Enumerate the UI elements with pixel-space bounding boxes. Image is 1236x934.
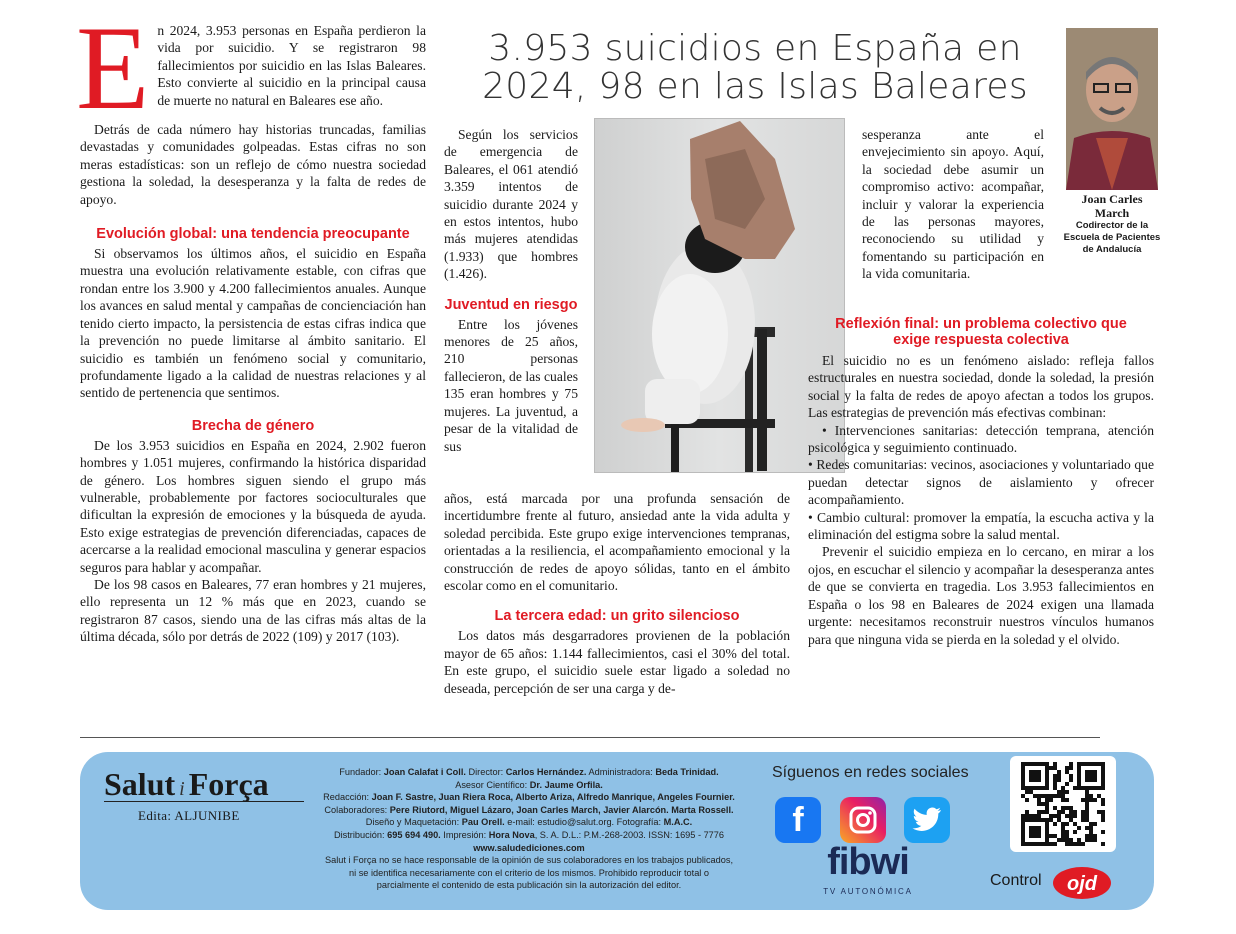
paragraph: Según los servicios de emergencia de Baleares, el 061 atendió 3.359 intentos de suicidio durante 2024 y en estos intentos, hubo más mujeres atendidas (1.933) que hombres (1.426). [444,127,578,282]
subheading: Brecha de género [191,417,315,434]
headline: 3.953 suicidios en España en 2024, 98 en las Islas Baleares [482,28,1028,107]
paragraph: n 2024, 3.953 personas en España perdieron la vida por suicidio. Y se registraron 98 fallecimientos por suicidio en las Islas Baleares. Esto convierte al suicidio en la principal causa de muerte no natural en Baleares ese año. [157,23,426,108]
author-name: Joan Carles [1081,192,1143,206]
column-3-upper [862,126,1044,283]
facebook-icon[interactable]: f [775,797,821,843]
credits: Fundador: Joan Calafat i Coll. Director: Carlos Hernández. Administradora: Beda Trinidad. Asesor Científico: Dr. Jaume Orfila. Redacción: Joan F. Sastre, Juan Riera Roca, Alberto Ariza, Alfredo Manrique, Angeles Fournier. Colaboradores: Pere Riutord, Miguel Lázaro, Joan Carles March, Javier Alarcón. Marta Rossell. Diseño y Maquetación: Pau Orell. e-mail: estudio@salut.org. Fotografía: M.A.C. Distribución: 695 694 490. Impresión: Hora Nova, S. A. D.L.: P.M.-268-2003. ISSN: 1695 - 7776 www.saludediciones.com Salut i Força no se hace responsable de la opinión de sus colaboradores en los trabajos publicados, ni se identifica necesariamente con el criterio de los mismos. Prohibido reproducir total o parcialmente el contenido de esta publicación sin la autorización del editor. [323,767,735,891]
paragraph: Prevenir el suicidio empieza en lo cercano, en mirar a los ojos, en escuchar el silencio y acompañar la desesperanza antes de que se convierta en tragedia. Los 3.953 fallecimientos en España o los 98 en Baleares de 2024 exigen una llamada urgente: necesitamos reconstruir nuestros vínculos humanos para que ninguna vida se pierda en la soledad y el olvido. [808,544,1154,647]
fibwi-wordmark: fibwi [827,841,909,883]
column-2-upper [444,126,578,455]
paragraph: Detrás de cada número hay historias truncadas, familias devastadas y comunidades golpeadas. Estas cifras no son meras estadísticas: son un reflejo de cómo nuestra sociedad gestiona la soledad, la desesperanza y la falta de redes de apoyo. [80,122,426,207]
paragraph: El suicidio no es un fenómeno aislado: refleja fallos estructurales en nuestra sociedad, donde la soledad, la presión social y la falta de redes de apoyo afectan a todos los grupos. Las estrategias de prevención más efectivas combinan: [808,353,1154,421]
author-role: Escuela de Pacientes [1063,232,1161,243]
divider [80,737,1100,738]
subheading: La tercera edad: un grito silencioso [494,608,740,625]
paragraph: Entre los jóvenes menores de 25 años, 210 personas fallecieron, de las cuales 135 eran hombres y 75 mujeres. La juventud, a pesar de la vitalidad de sus [444,316,578,454]
publisher: Edita: ALJUNIBE [138,808,240,823]
website-link[interactable]: www.saludediciones.com [473,842,585,853]
publication-logo [104,766,294,824]
bullet-item: • Cambio cultural: promover la empatía, la escucha activa y la eliminación del estigma sobre la salud mental. [808,509,1154,543]
portrait-image [1066,28,1158,190]
bullet-item: • Intervenciones sanitarias: detección temprana, atención psicológica y seguimiento continuado. [808,422,1154,456]
column-1 [76,1,426,646]
paragraph: años, está marcada por una profunda sensación de incertidumbre frente al futuro, ansiedad ante la vida adulta y soledad percibida. Este grupo exige intervenciones tempranas, orientadas a la resiliencia, el acompañamiento emocional y la construcción de redes de apoyo sólidas, tanto en el ámbito escolar como en el comunitario. [444,491,790,594]
paragraph: sesperanza ante el envejecimiento sin apoyo. Aquí, la sociedad debe asumir un compromiso activo: acompañar, incluir y valorar la experiencia de las personas mayores, reconociendo su utilidad y fomentando su participación en la vida comunitaria. [862,127,1044,282]
qr-code-pattern [1010,756,1116,852]
ojd-text: ojd [1067,873,1097,895]
logo-salut: Salut [104,766,176,802]
social-title: Síguenos en redes sociales [772,764,969,781]
author-role: Codirector de la [1075,220,1149,231]
fibwi-subtitle: TV AUTONÓMICA [823,887,913,896]
person-with-rock-image [595,119,844,472]
logo-i: i [179,778,185,800]
subheading: Reflexión final: un problema colectivo que exige respuesta colectiva [835,316,1127,348]
column-2-lower [444,490,790,697]
paragraph: De los 3.953 suicidios en España en 2024, 2.902 fueron hombres y 1.051 mujeres, confirmando la histórica disparidad de género. Los hombres siguen siendo el grupo más vulnerable, probablemente por factores socioculturales que dificultan la expresión de emociones y la búsqueda de ayuda. Esto exige estrategias de prevención diferenciadas, capaces de acercarse a la realidad emocional masculina y generar espacios seguros para hablar y acompañar. [80,437,426,575]
paragraph: Los datos más desgarradores provienen de la población mayor de 65 años: 1.144 fallecimientos, casi el 30% del total. En este grupo, el suicidio suele estar ligado a soledad no deseada, percepción de ser una carga y de- [444,628,790,696]
fibwi-logo [818,842,918,896]
qr-code-icon[interactable] [1010,756,1116,852]
column-3-lower [808,306,1154,648]
instagram-icon[interactable] [840,797,886,843]
paragraph: Si observamos los últimos años, el suicidio en España muestra una evolución relativamente estable, con cifras que rondan entre los 3.900 y 4.200 fallecimientos anuales. Aunque los avances en salud mental y campañas de concienciación han tenido cierto impacto, la persistencia de estas cifras indica que la prevención no puede limitarse al ámbito sanitario. El suicidio es también un fenómeno social y comunitario, profundamente ligado a la calidad de nuestras relaciones y al sentido de pertenencia que sentimos. [80,246,426,401]
subheading: Evolución global: una tendencia preocupante [96,226,410,243]
bullet-item: • Redes comunitarias: vecinos, asociaciones y voluntariado que puedan detectar signos de aislamiento y ofrecer acompañamiento. [808,457,1154,508]
author-role: de Andalucía [1082,244,1142,255]
author-box [1060,28,1164,260]
author-name: March [1094,206,1130,220]
twitter-icon[interactable] [904,797,950,843]
subheading: Juventud en riesgo [444,296,578,313]
ojd-logo [1052,866,1112,900]
paragraph: De los 98 casos en Baleares, 77 eran hombres y 21 mujeres, ello representa un 12 % más que en 2023, cuando se registraron 87 casos, siendo una de las cifras más altas de la última década, sólo por detrás de 2022 (109) y 2017 (103). [80,576,426,645]
control-label: Control [990,872,1042,889]
drop-cap: E [76,1,150,134]
author-photo [1066,28,1158,190]
logo-forca: Força [188,766,269,802]
